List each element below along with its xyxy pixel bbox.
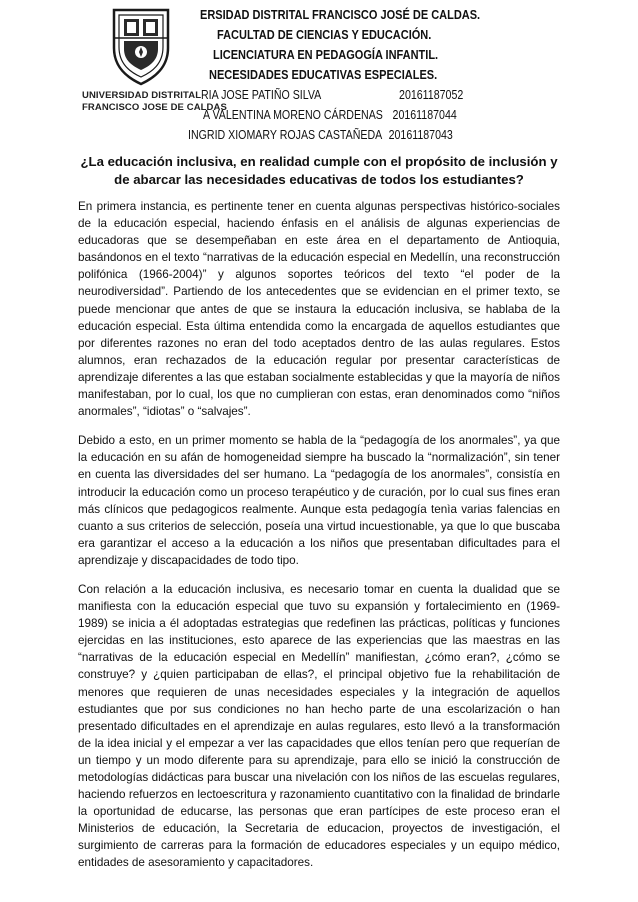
- paragraph-3: Con relación a la educación inclusiva, es necesario tomar en cuenta la dualidad que se manifiesta con la educación especial que tuvo su expansión y fortalecimiento en (1969-1989) se inicia a él adoptadas estrategias que redefinen las prácticas, políticas y funciones ejercidas en las instituciones, esto aparece de las experiencias que las maestras en las “narrativas de la educación especial en Medellín” manifiestan, ¿cómo eran?, ¿cómo se construye? y ¿quien participaban de ellas?, el principal objetivo fue la rehabilitación de menores que requieren de unas necesidades especiales y la integración de aquellos estudiantes que por sus condiciones no han hecho parte de una escolarización o han presentado dificultades en el aprendizaje en aulas regulares, esto llevó a la transformación de la idea inicial y el empezar a ver las capacidades que ellos tenían pero que requerían de un tiempo y un modo diferente para su aprendizaje, para ello se inició la construcción de metodologías didácticas para buscar una nivelación con los niños de las escuelas regulares, haciendo refuerzos en lectoescritura y razonamiento cuantitativo con la finalidad de brindarle la oportunidad de educarse, las personas que eran partícipes de este proceso eran el Ministerios de educación, la Secretaria de educacion, proyectos de investigación, el surgimiento de carreras para la formación de educadores especiales y un equipo médico, entidades de asesoramiento y capacitadores.: [78, 582, 560, 870]
- student-id: 20161187043: [388, 128, 453, 142]
- header-course: NECESIDADES EDUCATIVAS ESPECIALES.: [209, 68, 438, 82]
- header-faculty: FACULTAD DE CIENCIAS Y EDUCACIÓN.: [217, 28, 432, 42]
- university-name-line2: FRANCISCO JOSE DE CALDAS: [82, 102, 227, 113]
- student-name: INGRID XIOMARY ROJAS CASTAÑEDA: [188, 128, 383, 142]
- student-row-1: [201, 88, 464, 102]
- paragraph-2: Debido a esto, en un primer momento se habla de la “pedagogía de los anormales”, ya que la educación en su afán de homogeneidad siempre ha buscado la “normalización”, sin tener en cuenta las diversidades del ser humano. La “pedagogía de los anormales”, consistía en introducir la educación como un proceso terapéutico y de curación, por lo cual sus fines eran más clínicos que pedagogicos realmente. Aunque esta pedagogía tenìa varias falencias en cuanto a sus criterios de selección, poseía una virtud incuestionable, ya que lo que buscaba era garantizar el acceso a la educación a los niños que presentaban dificultades para el aprendizaje y discapacidades de todo tipo.: [78, 434, 560, 567]
- student-row-3: [188, 128, 469, 142]
- essay-question: ¿La educación inclusiva, en realidad cumple con el propósito de inclusión y de abarcar las necesidades educativas de todos los estudiantes?: [80, 154, 558, 187]
- header-program: LICENCIATURA EN PEDAGOGÍA INFANTIL.: [213, 48, 439, 62]
- university-shield-icon: [110, 6, 172, 86]
- student-name: RIA JOSE PATIÑO SILVA: [201, 88, 322, 102]
- header-university: ERSIDAD DISTRITAL FRANCISCO JOSÉ DE CALDAS.: [200, 8, 481, 22]
- university-logo: [82, 6, 227, 113]
- student-id: 20161187052: [399, 88, 464, 102]
- student-row-2: [203, 108, 484, 122]
- student-id: 20161187044: [392, 108, 457, 122]
- university-name-line1: UNIVERSIDAD DISTRITAL: [82, 90, 202, 101]
- essay-body: [78, 198, 560, 884]
- paragraph-1: En primera instancia, es pertinente tener en cuenta algunas perspectivas histórico-sociales de la educación especial, haciendo énfasis en el análisis de algunas experiencias de educadoras que se desempeñaban en este área en el departamento de Antioquia, basándonos en el texto “narrativas de la educación especial en Medellín, una reconstrucción polifónica (1966-2004)” y algunos soportes teóricos del texto “el poder de la neurodiversidad”. Partiendo de los antecedentes que se evidencian en el primer texto, se puede mencionar que antes de que se instaura la educación inclusiva, se hablaba de la educación especial. Esta última entendida como la encargada de aquellos estudiantes que por diferentes razones no eran del todo aceptados dentro de las aulas regulares. Estos alumnos, eran rechazados de la educación regular por presentar características de aprendizaje diferentes a las que estaban socialmente establecidas y que la mayoría de niños manifestaban, por lo cual, los que no cumplieran con estas, eran denominados como “niños anormales”, “idiotas” o “salvajes”.: [78, 200, 560, 419]
- student-name: A VALENTINA MORENO CÁRDENAS: [203, 108, 383, 122]
